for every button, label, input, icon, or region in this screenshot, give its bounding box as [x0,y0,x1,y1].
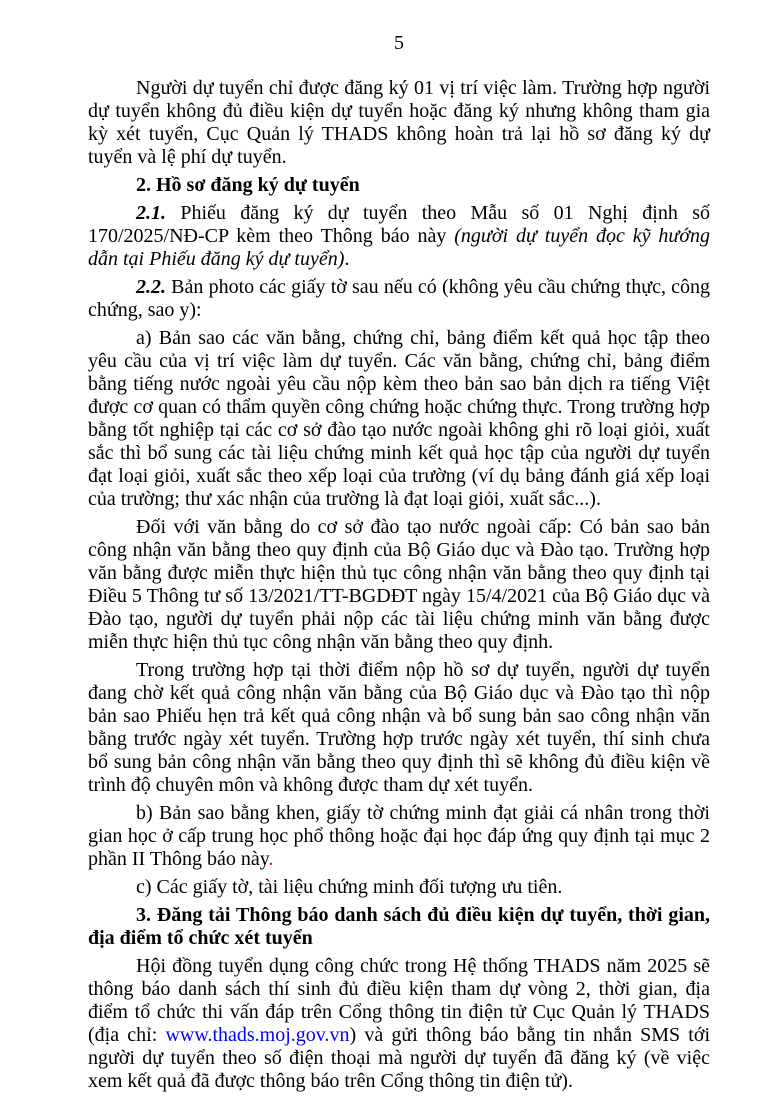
text-run: Đối với văn bằng do cơ sở đào tạo nước ngoài cấp: Có bản sao bản công nhận văn bằng theo quy định của Bộ Giáo dục và Đào tạo. Trường hợp văn bằng được miễn thực hiện thủ tục công nhận văn bằng theo quy định tại Điều 5 Thông tư số 13/2021/TT-BGDĐT ngày 15/4/2021 của Bộ Giáo dục và Đào tạo, người dự tuyển phải nộp các tài liệu chứng minh văn bằng được miễn thực hiện thủ tục công nhận văn bằng theo quy định. [88,516,710,653]
text-run: Phiếu đăng ký dự tuyển theo Mẫu số 01 Nghị định số 170/2025/NĐ-CP kèm theo Thông báo này [88,202,710,247]
paragraph-2-2-b [88,802,710,871]
section-heading-2 [88,174,710,197]
paragraph-2-1 [88,202,710,271]
text-run: . [344,248,350,270]
link-url[interactable]: www.thads.moj.gov.vn [165,1024,350,1046]
text-run: 2. Hồ sơ đăng ký dự tuyển [136,174,360,196]
text-run: Trong trường hợp tại thời điểm nộp hồ sơ dự tuyển, người dự tuyển đang chờ kết quả công nhận văn bằng của Bộ Giáo dục và Đào tạo thì nộp bản sao Phiếu hẹn trả kết quả công nhận và bổ sung bản sao công nhận văn bằng trước ngày xét tuyển. Trường hợp trước ngày xét tuyển, thí sinh chưa bổ sung bản công nhận văn bằng theo quy định thì sẽ không đủ điều kiện về trình độ chuyên môn và không được tham dự xét tuyển. [88,659,710,796]
intro-paragraph [88,77,710,169]
page-number: 5 [394,32,404,54]
document-body [88,77,710,1093]
text-run: 2.2. [136,276,166,298]
text-run: ) và gửi thông báo bằng tin nhắn SMS tới người dự tuyển theo số điện thoại mà người dự tuyển đã đăng ký (về việc xem kết quả đã được thông báo trên Cổng thông tin điện tử). [88,1024,710,1092]
text-run: 3. Đăng tải Thông báo danh sách đủ điều kiện dự tuyển, thời gian, địa điểm tổ chức xét tuyển [88,904,710,949]
text-run: a) Bản sao các văn bằng, chứng chỉ, bảng điểm kết quả học tập theo yêu cầu của vị trí việc làm dự tuyển. Các văn bằng, chứng chỉ, bảng điểm bằng tiếng nước ngoài yêu cầu nộp kèm theo bản sao bản dịch ra tiếng Việt được cơ quan có thẩm quyền công chứng hoặc chứng thực. Trong trường hợp bằng tốt nghiệp tại các cơ sở đào tạo nước ngoài không ghi rõ loại giỏi, xuất sắc thì bổ sung các tài liệu chứng minh kết quả học tập của người dự tuyển đạt loại giỏi, xuất sắc theo xếp loại của trường (ví dụ bảng đánh giá xếp loại của trường; thư xác nhận của trường là đạt loại giỏi, xuất sắc...). [88,327,710,510]
red-period: . [268,848,274,870]
text-run: 2.1. [136,202,166,224]
text-run: Người dự tuyển chỉ được đăng ký 01 vị trí việc làm. Trường hợp người dự tuyển không đủ điều kiện dự tuyển hoặc đăng ký nhưng không tham gia kỳ xét tuyển, Cục Quản lý THADS không hoàn trả lại hồ sơ đăng ký dự tuyển và lệ phí dự tuyển. [88,77,710,168]
text-run: (người dự tuyển đọc kỹ hướng dẫn tại Phiếu đăng ký dự tuyển) [88,225,710,270]
text-run: c) Các giấy tờ, tài liệu chứng minh đối tượng ưu tiên. [136,876,563,898]
section-heading-3 [88,904,710,950]
paragraph-pending-recognition [88,659,710,797]
text-run: Bản photo các giấy tờ sau nếu có (không yêu cầu chứng thực, công chứng, sao y): [88,276,710,321]
text-run: Hội đồng tuyển dụng công chức trong Hệ thống THADS năm 2025 sẽ thông báo danh sách thí sinh đủ điều kiện tham dự vòng 2, thời gian, địa điểm tổ chức thi vấn đáp trên Cổng thông tin điện tử Cục Quản lý THADS (địa chỉ: [88,955,710,1046]
paragraph-foreign-degree [88,516,710,654]
paragraph-3 [88,955,710,1093]
text-run: b) Bản sao bằng khen, giấy tờ chứng minh đạt giải cá nhân trong thời gian học ở cấp trung học phổ thông hoặc đại học đáp ứng quy định tại mục 2 phần II Thông báo này [88,802,710,870]
paragraph-2-2-c [88,876,710,899]
paragraph-2-2 [88,276,710,322]
paragraph-2-2-a [88,327,710,511]
